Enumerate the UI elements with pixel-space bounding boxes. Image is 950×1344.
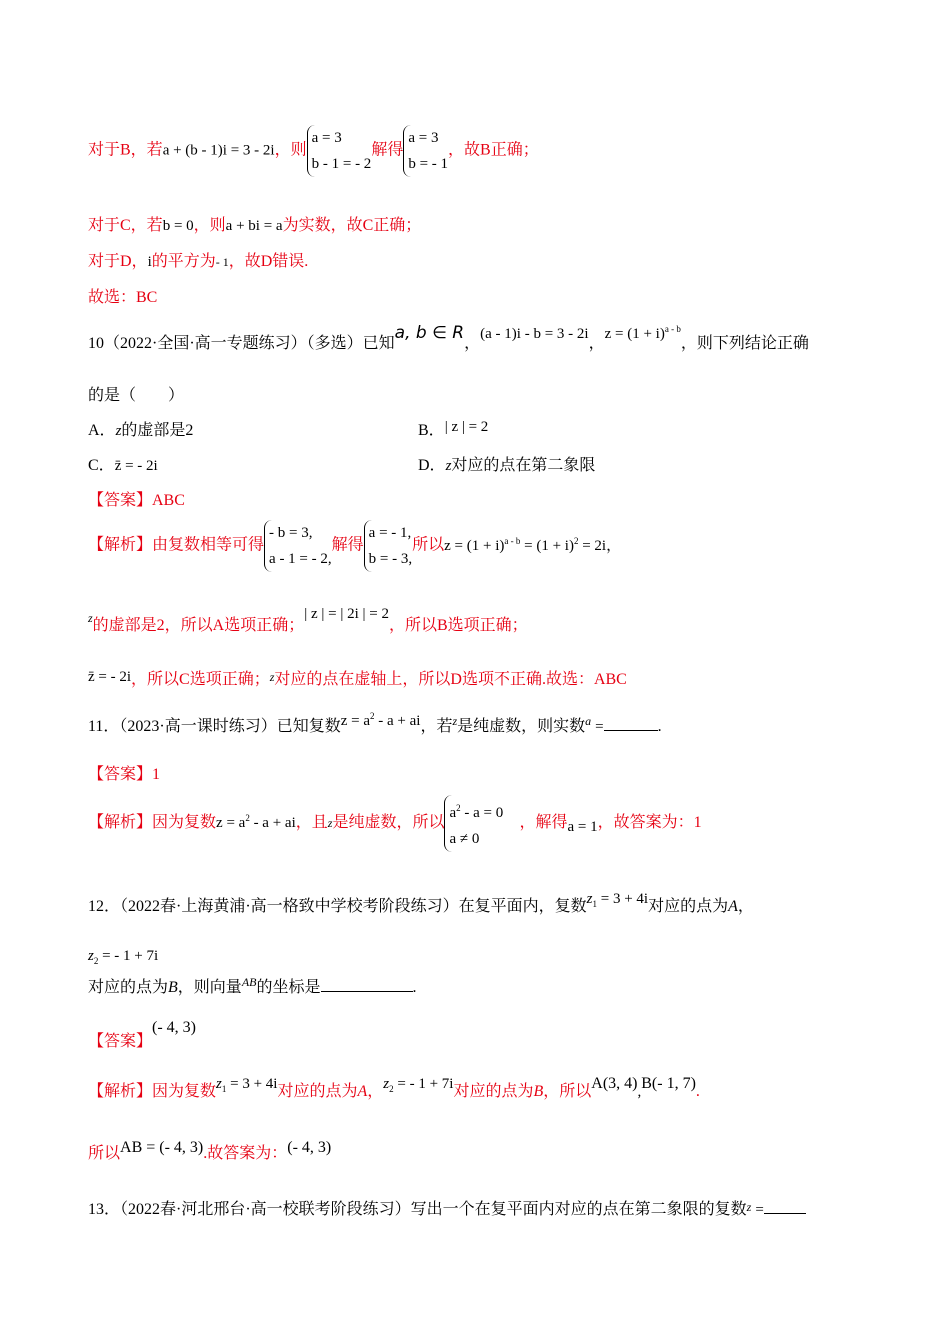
text: ，且 <box>295 814 328 832</box>
exponent: 2 <box>245 813 250 824</box>
math: = <box>595 719 604 735</box>
q10-option-c <box>88 452 158 475</box>
system-row: - b = 3, <box>269 525 313 541</box>
math: AB = (- 4, 3) <box>120 1139 204 1156</box>
system-row: a ≠ 0 <box>449 831 480 847</box>
equation: a + bi = a <box>225 218 283 234</box>
math: (a - 1)i - b = 3 - 2i <box>480 326 589 342</box>
math-part: - a + ai <box>253 815 296 832</box>
text: ， <box>588 335 605 352</box>
text: 11．（2023·高一课时练习）已知复数 <box>88 718 341 735</box>
math-part: = 3 + 4i <box>600 891 649 907</box>
text: 为实数，故C正确； <box>282 217 422 234</box>
math: a <box>585 714 592 728</box>
exponent: 2 <box>370 711 375 721</box>
math: z <box>115 423 122 439</box>
q11-analysis <box>88 795 702 852</box>
math-part: z = (1 + i) <box>604 326 665 342</box>
subscript: 2 <box>93 956 99 966</box>
text: . <box>657 718 662 735</box>
text: 因为复数 <box>152 1083 217 1100</box>
q12-analysis-line2 <box>88 1140 331 1163</box>
math: z <box>269 670 275 684</box>
math: z <box>88 611 93 625</box>
answer-blank <box>321 991 413 992</box>
q10-option-b <box>418 417 488 440</box>
math <box>383 1076 453 1092</box>
system-row: - a = 0 <box>464 805 504 821</box>
math: z <box>452 714 458 728</box>
text: . <box>412 979 417 996</box>
text: 的坐标是 <box>256 979 321 996</box>
text: ，则 <box>193 217 226 234</box>
answer-label: 【答案】 <box>88 1033 153 1050</box>
q10-option-d <box>418 452 595 475</box>
q11-stem <box>88 713 662 736</box>
math-part: z = a <box>340 713 371 729</box>
text: ， <box>737 898 754 915</box>
equation-system <box>307 125 372 177</box>
math: (- 4, 3) <box>152 1019 196 1036</box>
text: 是纯虚数，所以 <box>332 814 445 832</box>
exponent: a - b <box>664 324 681 334</box>
option-label: B． <box>418 422 445 439</box>
math-part: = - 1 + 7i <box>397 1076 454 1092</box>
system-row: a = 3 <box>408 130 439 146</box>
text: 对应的点在虚轴上，所以D选项不正确.故选：ABC <box>274 671 627 688</box>
text: ，故答案为：1 <box>597 814 702 832</box>
text: ，故D错误. <box>228 253 309 270</box>
text: ，所以B选项正确； <box>389 617 528 634</box>
math: = <box>755 1202 764 1218</box>
equation: a + (b - 1)i = 3 - 2i <box>162 142 275 159</box>
math: z̄ = - 2i <box>88 669 132 685</box>
option-text: 对应的点在第二象限 <box>451 457 596 474</box>
math-part: z <box>586 891 593 907</box>
math: B <box>168 979 178 996</box>
text: ，则向量 <box>177 979 242 996</box>
text: ，所以C选项正确； <box>131 671 270 688</box>
math: A(3, 4) <box>591 1075 638 1092</box>
text: 解得 <box>371 141 404 159</box>
answer-blank <box>604 730 658 731</box>
math: | z | = 2 <box>444 419 489 435</box>
text: 12．（2022春·上海黄浦·高一格致中学校考阶段练习）在复平面内，复数 <box>88 898 587 915</box>
q10-answer: 【答案】ABC <box>88 492 185 509</box>
math-part: = 3 + 4i <box>230 1076 278 1092</box>
math-part: z = a <box>216 815 246 832</box>
text: 的虚部是2，所以A选项正确； <box>92 617 305 634</box>
text: ，所以 <box>543 1083 592 1100</box>
math: z̄ = - 2i <box>114 458 158 474</box>
answer-blank <box>764 1213 806 1214</box>
math-part: = 2i， <box>582 537 622 554</box>
math: z <box>746 1200 752 1214</box>
math: A <box>728 898 738 915</box>
text: 所以 <box>88 1145 121 1162</box>
q10-analysis-line1 <box>88 520 621 572</box>
subscript: 1 <box>592 899 598 909</box>
subscript: 1 <box>221 1084 227 1094</box>
math-part: = - 1 + 7i <box>102 948 159 964</box>
math: A <box>357 1083 368 1100</box>
exponent: 2 <box>573 535 579 546</box>
analysis-label: 【解析】 <box>88 814 153 832</box>
text: ， <box>367 1083 384 1100</box>
text: 对应的点为 <box>453 1083 534 1100</box>
text: 对于C，若 <box>88 217 163 234</box>
math-part: - a + ai <box>378 713 421 729</box>
q9-final-answer: 故选：BC <box>88 289 158 306</box>
exponent: 2 <box>456 803 461 813</box>
math <box>605 326 681 342</box>
q10-stem <box>88 323 809 353</box>
q13-stem <box>88 1196 806 1219</box>
text: 对应的点为 <box>88 979 169 996</box>
q12-stem <box>88 893 754 917</box>
system-row: b - 1 = - 2 <box>311 156 372 172</box>
subscript: 2 <box>389 1084 394 1094</box>
option-label: A． <box>88 422 116 439</box>
math <box>587 891 648 907</box>
math-part: z <box>383 1076 390 1092</box>
math: z <box>445 458 452 474</box>
q10-analysis-line2 <box>88 606 528 635</box>
text: 对应的点为 <box>277 1083 358 1100</box>
text: ，则下列结论正确 <box>680 335 809 352</box>
system-row: a = - 1, <box>368 525 412 541</box>
system-row: a <box>449 805 457 821</box>
text: 对于B，若 <box>88 141 163 159</box>
text: 因为复数 <box>152 814 217 832</box>
math: a = 1 <box>567 819 598 836</box>
text: 所以 <box>412 536 445 554</box>
text: ， <box>464 335 481 352</box>
analysis-label: 【解析】 <box>88 1083 153 1100</box>
q9-option-d-line <box>88 248 308 271</box>
text: 10（2022·全国·高一专题练习）（多选）已知 <box>88 335 395 352</box>
equation-system <box>444 795 519 852</box>
equation-system <box>403 125 448 177</box>
exponent: a - b <box>504 535 521 546</box>
q10-option-a <box>88 417 193 440</box>
math-part: z <box>216 1076 222 1092</box>
math <box>216 1076 277 1092</box>
math-part: z <box>88 948 94 964</box>
q9-option-c-line <box>88 212 421 235</box>
text: ，若 <box>420 718 453 735</box>
math: i <box>147 254 152 270</box>
text: 的平方为 <box>151 253 216 270</box>
option-label: C． <box>88 457 115 474</box>
math <box>216 815 296 831</box>
text: .故答案为： <box>203 1145 288 1162</box>
q12-analysis-line1 <box>88 1075 700 1102</box>
q9-option-b-line <box>88 125 539 177</box>
system-row: a = 3 <box>311 130 342 146</box>
text: ，则 <box>274 141 307 159</box>
equation-system <box>364 520 412 572</box>
option-text: 的虚部是2 <box>121 422 194 439</box>
math: | z | = | 2i | = 2 <box>304 606 389 622</box>
text: ，故B正确； <box>448 141 539 159</box>
math: , <box>637 1084 642 1100</box>
text: 13．（2022春·河北邢台·高一校联考阶段练习）写出一个在复平面内对应的点在第二象限的复数 <box>88 1201 747 1218</box>
text: 对于D， <box>88 253 148 270</box>
text: 由复数相等可得 <box>152 536 265 554</box>
text: ，解得 <box>519 814 568 832</box>
analysis-label: 【解析】 <box>88 536 153 554</box>
equation-system <box>264 520 332 572</box>
math-part: = (1 + i) <box>524 537 574 554</box>
math <box>444 535 622 554</box>
math: z <box>327 816 333 831</box>
math: B(- 1, 7) <box>641 1075 696 1092</box>
math: (- 4, 3) <box>287 1139 332 1156</box>
math <box>88 948 158 964</box>
q10-analysis-line3 <box>88 666 627 689</box>
equation: b = 0 <box>162 218 194 234</box>
system-row: b = - 1 <box>408 156 449 172</box>
system-row: b = - 3, <box>368 551 413 567</box>
text: 是纯虚数，则实数 <box>457 718 586 735</box>
math: AB <box>241 975 257 989</box>
text: 对应的点为 <box>648 898 729 915</box>
system-row: a - 1 = - 2, <box>269 551 332 567</box>
math <box>341 713 421 729</box>
math-part: z = (1 + i) <box>444 537 505 554</box>
math: - 1 <box>215 255 229 269</box>
q10-stem-line2: 的是（ ） <box>88 387 185 404</box>
math: B <box>533 1083 544 1100</box>
text: 解得 <box>331 536 364 554</box>
q11-answer: 【答案】1 <box>88 766 161 783</box>
q12-answer <box>88 1014 196 1050</box>
q12-stem-line2 <box>88 948 417 997</box>
text: . <box>695 1083 700 1100</box>
math: a, b ∈ R <box>394 323 465 343</box>
option-label: D． <box>418 457 446 474</box>
